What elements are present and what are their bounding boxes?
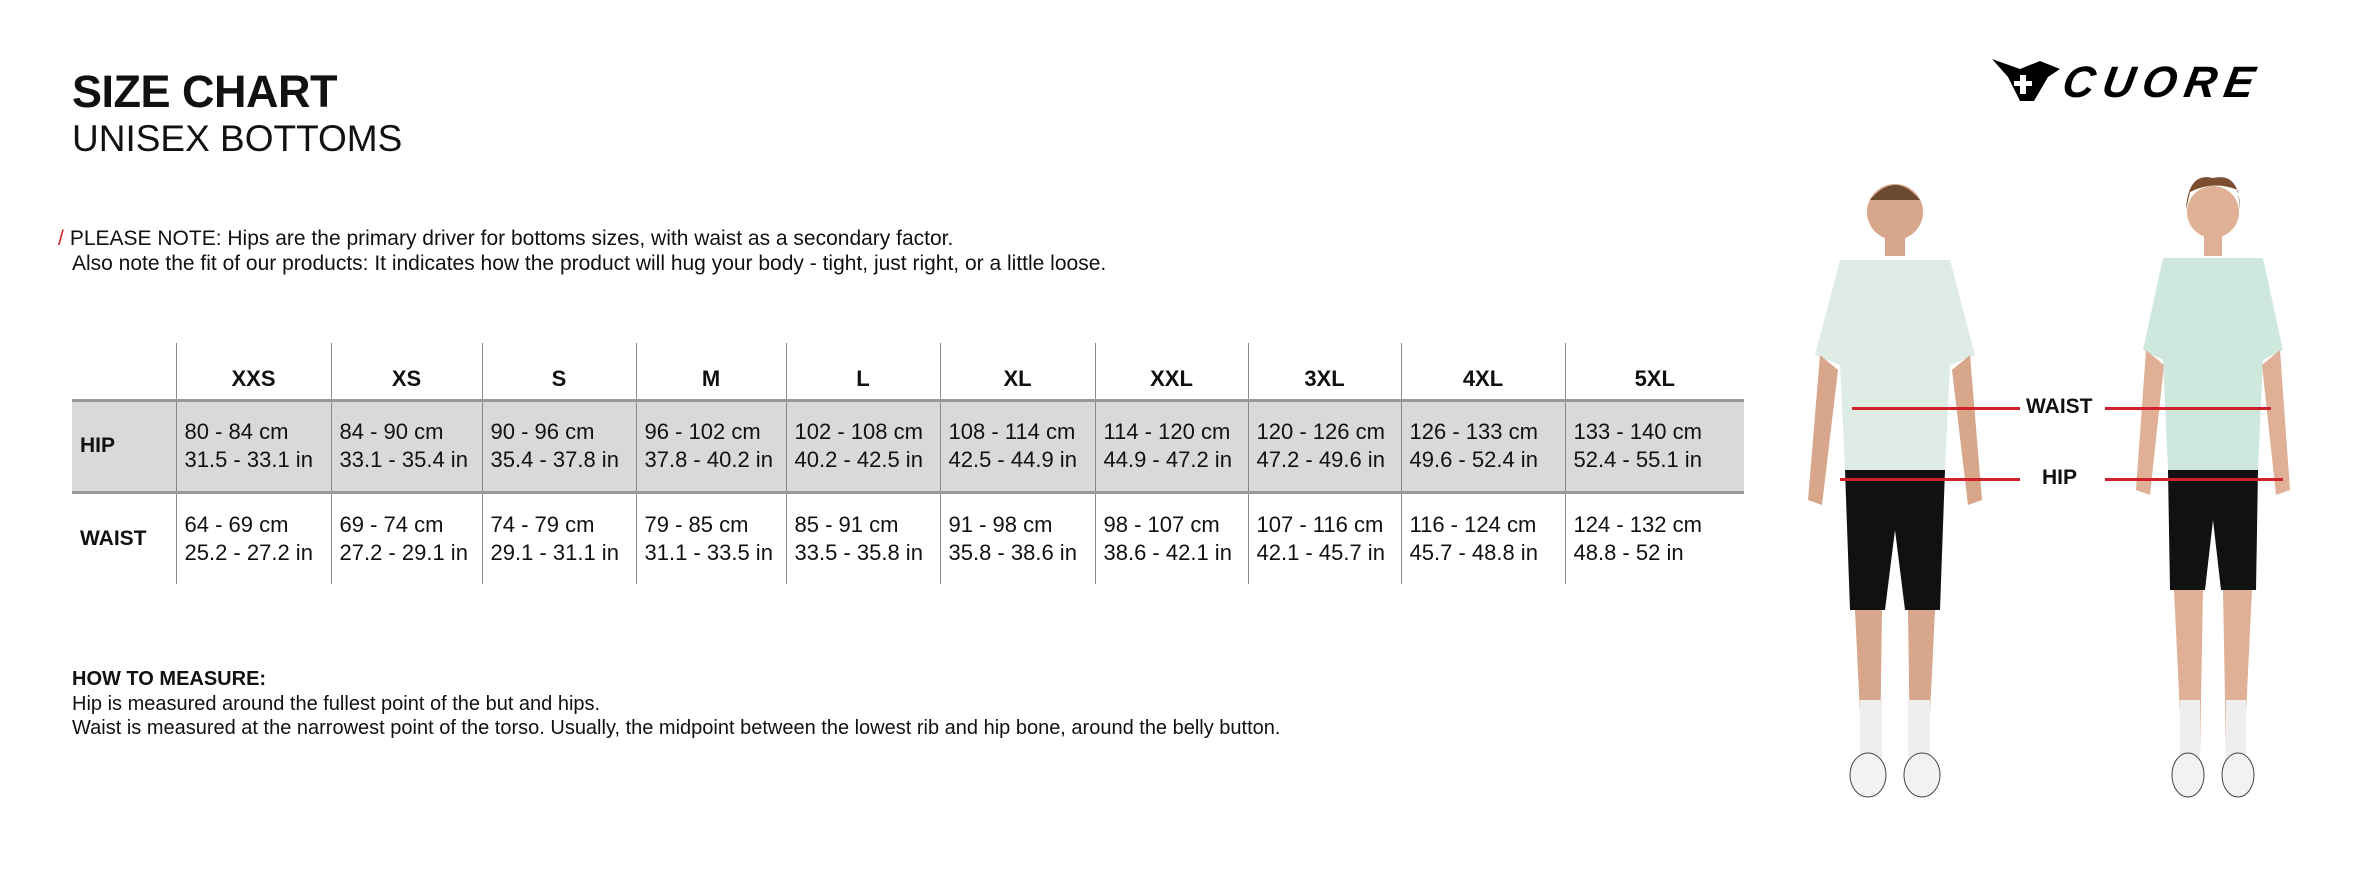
cell-in: 33.1 - 35.4 in [339, 447, 468, 472]
table-cell [940, 400, 1095, 492]
table-row-waist [72, 492, 1744, 584]
cell-cm: 85 - 91 cm [794, 511, 899, 537]
cell-cm: 84 - 90 cm [339, 419, 444, 444]
table-cell [331, 400, 482, 492]
cell-cm: 64 - 69 cm [184, 511, 289, 537]
cell-in: 45.7 - 48.8 in [1409, 539, 1538, 565]
page-title: SIZE CHART [72, 66, 337, 117]
how-to-measure [72, 667, 1280, 741]
row-label: HIP [72, 400, 176, 492]
corner-cell [72, 343, 176, 400]
table-cell [331, 492, 482, 584]
female-model-figure [2136, 177, 2290, 797]
cell-cm: 120 - 126 cm [1256, 419, 1385, 444]
table-row-hip [72, 400, 1744, 492]
cell-in: 33.5 - 35.8 in [794, 539, 923, 565]
table-cell [176, 492, 331, 584]
cell-in: 42.5 - 44.9 in [948, 447, 1077, 472]
table-cell [636, 492, 786, 584]
table-cell [176, 400, 331, 492]
hip-line-male [1840, 478, 2020, 481]
please-note [58, 226, 1106, 276]
table-cell [786, 492, 940, 584]
size-header-xl: XL [940, 343, 1095, 400]
size-header-l: L [786, 343, 940, 400]
cell-in: 29.1 - 31.1 in [490, 539, 619, 565]
table-cell [482, 400, 636, 492]
cell-in: 42.1 - 45.7 in [1256, 539, 1385, 565]
cell-cm: 124 - 132 cm [1573, 511, 1702, 537]
cell-in: 25.2 - 27.2 in [184, 539, 313, 565]
cell-cm: 108 - 114 cm [948, 419, 1076, 444]
table-cell [1565, 400, 1744, 492]
measure-waist: Waist is measured at the narrowest point of the torso. Usually, the midpoint between the lowest rib and hip bone, around the belly button. [72, 717, 1281, 739]
cell-cm: 80 - 84 cm [184, 419, 289, 444]
table-cell [940, 492, 1095, 584]
cuore-logo [1990, 55, 2300, 110]
cell-in: 49.6 - 52.4 in [1409, 447, 1538, 472]
hip-label: HIP [2042, 466, 2078, 489]
cell-cm: 91 - 98 cm [948, 511, 1053, 537]
models-illustration [1800, 170, 2340, 810]
cell-in: 47.2 - 49.6 in [1256, 447, 1385, 472]
cell-cm: 133 - 140 cm [1573, 419, 1702, 444]
page-subtitle: UNISEX BOTTOMS [72, 118, 403, 159]
size-header-xxs: XXS [176, 343, 331, 400]
cell-cm: 102 - 108 cm [794, 419, 923, 444]
size-header-4xl: 4XL [1401, 343, 1565, 400]
cell-cm: 98 - 107 cm [1103, 511, 1220, 537]
size-header-xxl: XXL [1095, 343, 1248, 400]
table-cell [786, 400, 940, 492]
cell-in: 37.8 - 40.2 in [644, 447, 773, 472]
size-table [72, 343, 1744, 584]
size-header-5xl: 5XL [1565, 343, 1744, 400]
table-cell [1248, 400, 1401, 492]
cell-in: 44.9 - 47.2 in [1103, 447, 1232, 472]
cell-in: 48.8 - 52 in [1573, 539, 1684, 565]
cell-in: 35.8 - 38.6 in [948, 539, 1077, 565]
table-cell [1565, 492, 1744, 584]
measure-hip: Hip is measured around the fullest point of the but and hips. [72, 692, 601, 715]
table-cell [1095, 492, 1248, 584]
row-label: WAIST [80, 526, 147, 550]
cell-cm: 90 - 96 cm [490, 419, 595, 444]
cell-cm: 79 - 85 cm [644, 511, 749, 537]
note-slash: / [58, 227, 64, 250]
table-cell [636, 400, 786, 492]
waist-line-male [1852, 407, 2020, 410]
male-model-figure [1808, 184, 1982, 797]
waist-label: WAIST [2026, 395, 2093, 418]
cell-cm: 126 - 133 cm [1409, 419, 1538, 444]
cell-in: 52.4 - 55.1 in [1573, 447, 1702, 472]
table-cell [482, 492, 636, 584]
note-line-1: PLEASE NOTE: Hips are the primary driver for bottoms sizes, with waist as a secondary factor. [69, 227, 954, 250]
cell-cm: 107 - 116 cm [1256, 511, 1384, 537]
table-cell [1095, 400, 1248, 492]
cell-cm: 69 - 74 cm [339, 511, 444, 537]
table-cell [1401, 400, 1565, 492]
measure-heading: HOW TO MEASURE: [72, 668, 267, 690]
size-header-xs: XS [331, 343, 482, 400]
svg-text:CUORE: CUORE [2058, 58, 2267, 105]
cell-cm: 96 - 102 cm [644, 419, 761, 444]
cell-in: 31.5 - 33.1 in [184, 447, 313, 472]
cell-in: 31.1 - 33.5 in [644, 539, 773, 565]
hip-line-female [2105, 478, 2283, 481]
size-header-m: M [636, 343, 786, 400]
table-cell [1248, 492, 1401, 584]
waist-line-female [2105, 407, 2271, 410]
cell-in: 35.4 - 37.8 in [490, 447, 619, 472]
size-header-s: S [482, 343, 636, 400]
cell-in: 27.2 - 29.1 in [339, 539, 468, 565]
cell-cm: 114 - 120 cm [1103, 419, 1231, 444]
cell-cm: 74 - 79 cm [490, 511, 595, 537]
cell-cm: 116 - 124 cm [1409, 511, 1537, 537]
table-cell [1401, 492, 1565, 584]
cell-in: 40.2 - 42.5 in [794, 447, 923, 472]
note-line-2: Also note the fit of our products: It indicates how the product will hug your body - tight, just right, or a little loose. [72, 252, 1107, 275]
size-header-3xl: 3XL [1248, 343, 1401, 400]
cell-in: 38.6 - 42.1 in [1103, 539, 1232, 565]
